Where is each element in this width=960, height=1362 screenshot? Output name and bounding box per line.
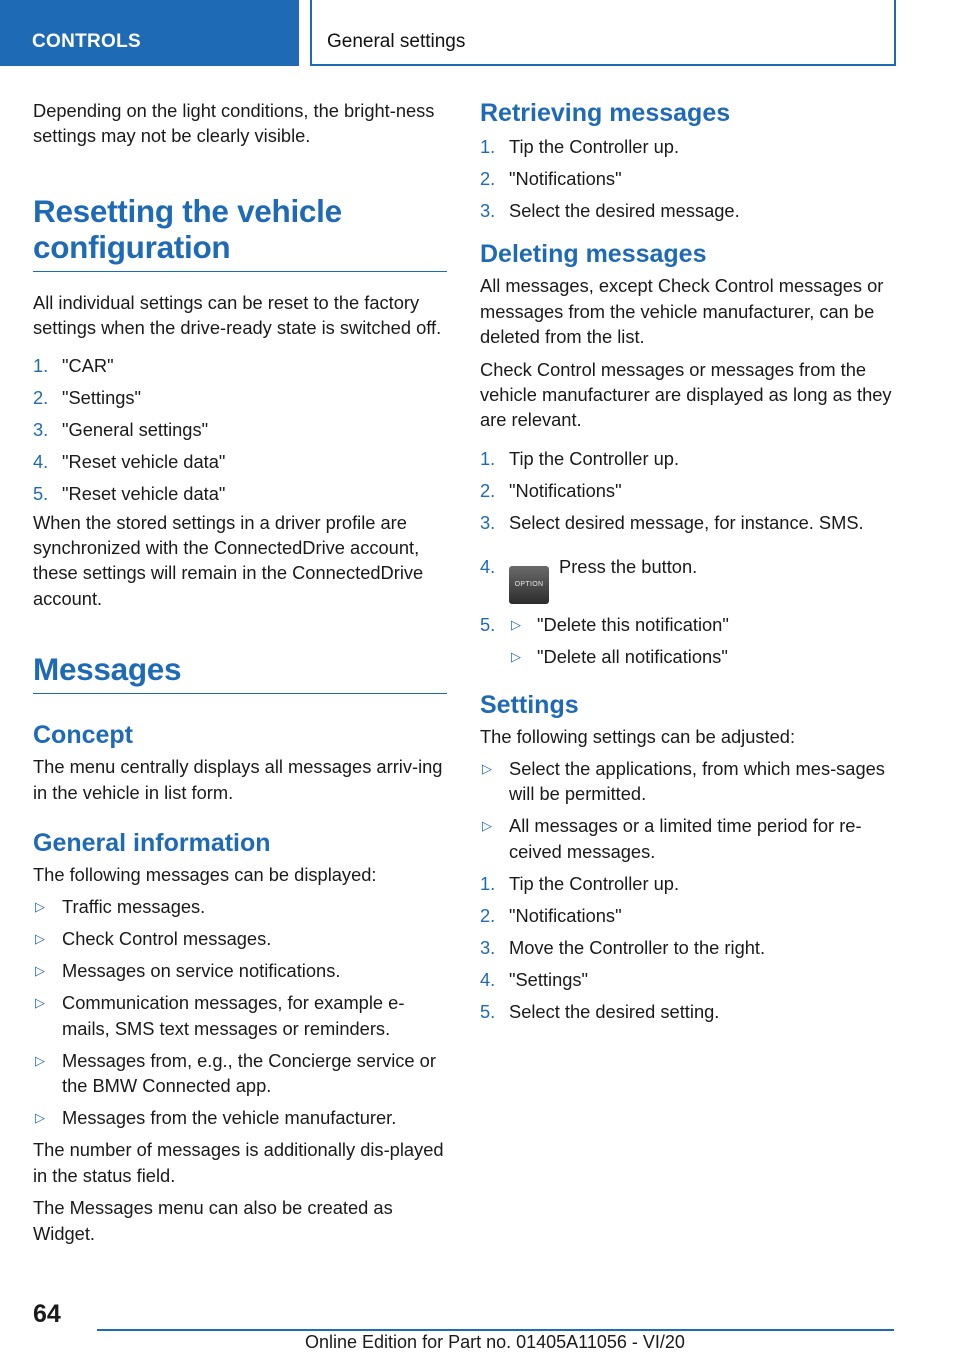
- step-number: 3.: [480, 511, 496, 533]
- triangle-bullet-icon: ▷: [482, 818, 492, 834]
- step-number: 2.: [480, 904, 496, 926]
- triangle-bullet-icon: ▷: [35, 1052, 45, 1068]
- list-item: [480, 967, 894, 992]
- list-item-text: Messages from, e.g., the Concierge service or the BMW Connected app.: [62, 1049, 436, 1097]
- reset-paragraph: All individual settings can be reset to the factory settings when the drive-ready state is switched off.: [33, 291, 442, 339]
- triangle-bullet-icon: ▷: [511, 617, 521, 633]
- intro-paragraph: Depending on the light conditions, the bright-ness settings may not be clearly visible.: [33, 100, 435, 147]
- reset-heading: Resetting the vehicle configuration: [33, 193, 447, 272]
- list-item: [480, 198, 894, 223]
- step-text: Select the desired setting.: [509, 1000, 720, 1022]
- step-text: "General settings": [62, 418, 209, 440]
- list-item: [33, 449, 447, 474]
- list-item: [480, 903, 894, 928]
- step-text: Select desired message, for instance. SMS.: [509, 511, 864, 533]
- concept-heading: Concept: [33, 721, 133, 750]
- step-text: "Reset vehicle data": [62, 450, 226, 472]
- general-info-list: [33, 894, 447, 1130]
- list-item: [33, 1048, 447, 1099]
- step-number: 3.: [480, 936, 496, 958]
- triangle-bullet-icon: ▷: [35, 931, 45, 947]
- step-text: Tip the Controller up.: [509, 872, 680, 894]
- step-number: 4.: [480, 556, 496, 578]
- triangle-bullet-icon: ▷: [35, 963, 45, 979]
- right-column: [480, 98, 894, 1031]
- list-item-text: Select the applications, from which mes-sages will be permitted.: [509, 758, 885, 805]
- page-number: 64: [33, 1300, 61, 1328]
- settings-steps-list: [480, 871, 894, 1024]
- list-item-text: Communication messages, for example e-mails, SMS text messages or reminders.: [62, 992, 405, 1039]
- widget-paragraph: The Messages menu can also be created as Widget.: [33, 1197, 393, 1244]
- step-text: Tip the Controller up.: [509, 136, 680, 157]
- list-item: [33, 1105, 447, 1130]
- step-text: "Reset vehicle data": [62, 482, 226, 504]
- settings-paragraph: The following settings can be adjusted:: [480, 725, 796, 747]
- step-text: Press the button.: [559, 556, 698, 578]
- sub-list-item: [509, 644, 894, 669]
- triangle-bullet-icon: ▷: [511, 649, 521, 665]
- list-item: [33, 894, 447, 919]
- list-item: [480, 756, 894, 807]
- list-item: [33, 353, 447, 378]
- list-item: [480, 871, 894, 896]
- sub-list-item: [509, 612, 894, 637]
- list-item-text: All messages or a limited time period for re-ceived messages.: [509, 815, 862, 862]
- list-item: [480, 999, 894, 1024]
- step-text: "Settings": [62, 386, 142, 408]
- step-number: 5.: [480, 1000, 496, 1022]
- step-number: 4.: [33, 450, 49, 472]
- general-info-paragraph: The following messages can be displayed:: [33, 864, 377, 886]
- list-item: [33, 481, 447, 506]
- list-item-text: Check Control messages.: [62, 928, 272, 950]
- step-number: 5.: [480, 614, 496, 636]
- footer-edition-text: Online Edition for Part no. 01405A11056 - VI/20: [305, 1332, 685, 1352]
- count-paragraph: The number of messages is additionally dis-played in the status field.: [33, 1139, 444, 1186]
- step-text: "Notifications": [509, 168, 622, 189]
- list-item: [33, 958, 447, 983]
- step-number: 3.: [33, 418, 49, 440]
- list-item-text: Traffic messages.: [62, 896, 206, 918]
- step-number: 2.: [33, 386, 49, 408]
- delete-heading: Deleting messages: [480, 240, 707, 269]
- list-item-text: Messages on service notifications.: [62, 960, 341, 982]
- list-item-text: Messages from the vehicle manufacturer.: [62, 1107, 397, 1129]
- step-text: Tip the Controller up.: [509, 447, 680, 469]
- step-number: 1.: [480, 872, 496, 894]
- triangle-bullet-icon: ▷: [482, 761, 492, 777]
- topic-title: General settings: [327, 31, 466, 52]
- left-column: [33, 98, 447, 1253]
- general-info-heading: General information: [33, 829, 271, 858]
- list-item: [480, 554, 894, 604]
- step-text: "Notifications": [509, 479, 622, 501]
- section-tab: [0, 0, 299, 66]
- list-item: [480, 935, 894, 960]
- settings-heading: Settings: [480, 690, 579, 719]
- concept-paragraph: The menu centrally displays all messages arriv-ing in the vehicle in list form.: [33, 756, 443, 803]
- list-item: [33, 926, 447, 951]
- step-text: Select the desired message.: [509, 200, 740, 221]
- sub-item-text: "Delete this notification": [537, 614, 729, 636]
- step-number: 5.: [33, 482, 49, 504]
- list-item: [480, 510, 894, 535]
- section-title: CONTROLS: [32, 31, 142, 52]
- step-number: 2.: [480, 168, 496, 189]
- step-number: 1.: [33, 354, 49, 376]
- step-text: "Settings": [509, 968, 589, 990]
- step-number: 1.: [480, 136, 496, 157]
- option-button-icon: OPTION: [509, 566, 549, 604]
- reset-note: When the stored settings in a driver profile are synchronized with the ConnectedDrive account, these settings will remain in the ConnectedDrive account.: [33, 511, 424, 609]
- triangle-bullet-icon: ▷: [35, 1110, 45, 1126]
- footer-divider: [97, 1329, 894, 1331]
- list-item: [480, 612, 894, 669]
- reset-steps-list: [33, 353, 447, 506]
- delete-paragraph-1: All messages, except Check Control messages or messages from the vehicle manufacturer, can be deleted from the list.: [480, 275, 884, 348]
- list-item: [33, 385, 447, 410]
- topic-tab: [310, 0, 896, 66]
- step-number: 1.: [480, 447, 496, 469]
- delete-paragraph-2: Check Control messages or messages from the vehicle manufacturer are displayed as long as they are relevant.: [480, 358, 892, 431]
- step-text: "Notifications": [509, 904, 622, 926]
- step-text: Move the Controller to the right.: [509, 936, 766, 958]
- retrieve-heading: Retrieving messages: [480, 99, 731, 127]
- list-item: [33, 417, 447, 442]
- step-number: 3.: [480, 200, 496, 221]
- list-item: [480, 813, 894, 864]
- triangle-bullet-icon: ▷: [35, 899, 45, 915]
- delete-steps-list: [480, 446, 894, 670]
- step-number: 2.: [480, 479, 496, 501]
- list-item: [480, 134, 894, 159]
- sub-item-text: "Delete all notifications": [537, 646, 728, 668]
- list-item: [33, 990, 447, 1041]
- list-item: [480, 446, 894, 471]
- settings-items-list: [480, 756, 894, 864]
- retrieve-steps-list: [480, 134, 894, 223]
- step-text: "CAR": [62, 354, 114, 376]
- list-item: [480, 478, 894, 503]
- list-item: [480, 166, 894, 191]
- messages-heading: Messages: [33, 651, 447, 694]
- triangle-bullet-icon: ▷: [35, 995, 45, 1011]
- step-number: 4.: [480, 968, 496, 990]
